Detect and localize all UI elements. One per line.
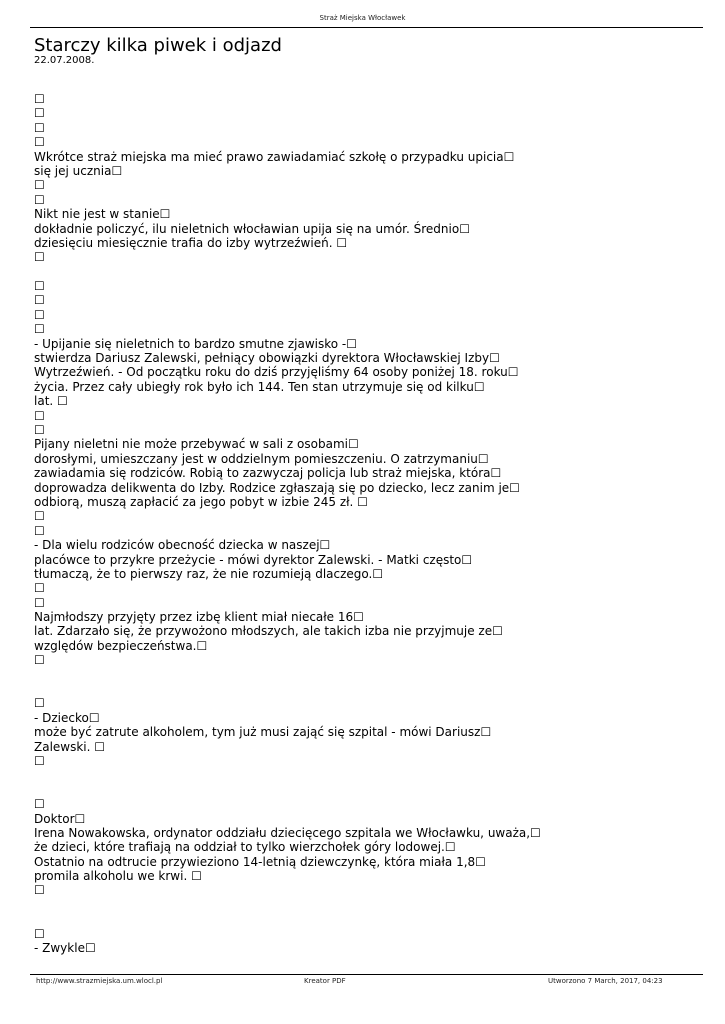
article-line: ☐ xyxy=(34,883,45,898)
article-line: lat. Zdarzało się, że przywożono młodszych, ale takich izba nie przyjmuje ze☐ xyxy=(34,624,503,639)
footer-created: Utworzono 7 March, 2017, 04:23 xyxy=(548,977,663,985)
article-line: ☐ xyxy=(34,135,45,150)
footer-url: http://www.strazmiejska.um.wlocl.pl xyxy=(36,977,163,985)
article-line xyxy=(34,265,714,279)
article-line: Wkrótce straż miejska ma mieć prawo zawiadamiać szkołę o przypadku upicia☐ xyxy=(34,149,515,164)
article-line: Pijany nieletni nie może przebywać w sali z osobami☐ xyxy=(34,437,359,452)
article-line: ☐ xyxy=(34,322,45,337)
article-line: lat. ☐ xyxy=(34,394,68,409)
article-line xyxy=(34,768,714,782)
article-line: ☐ xyxy=(34,926,45,941)
article-line: - Dla wielu rodziców obecność dziecka w naszej☐ xyxy=(34,538,331,553)
article-line: ☐ xyxy=(34,523,45,538)
article-line: - Zwykle☐ xyxy=(34,941,96,956)
article-line: - Dziecko☐ xyxy=(34,710,100,725)
article-line: dokładnie policzyć, ilu nieletnich włocławian upija się na umór. Średnio☐ xyxy=(34,221,470,236)
header-divider xyxy=(30,27,703,28)
article-body xyxy=(34,92,714,955)
article-line: ☐ xyxy=(34,408,45,423)
article-line: dorosłymi, umieszczany jest w oddzielnym pomieszczeniu. O zatrzymaniu☐ xyxy=(34,451,489,466)
article-line: ☐ xyxy=(34,307,45,322)
article-line: ☐ xyxy=(34,106,45,121)
article-line: Wytrzeźwień. - Od początku roku do dziś przyjęliśmy 64 osoby poniżej 18. roku☐ xyxy=(34,365,519,380)
article-line: ☐ xyxy=(34,696,45,711)
article-line: Nikt nie jest w stanie☐ xyxy=(34,207,171,222)
article-line: że dzieci, które trafiają na oddział to tylko wierzchołek góry lodowej.☐ xyxy=(34,840,456,855)
article-title: Starczy kilka piwek i odjazd xyxy=(34,35,282,56)
article-line: Najmłodszy przyjęty przez izbę klient miał niecałe 16☐ xyxy=(34,610,364,625)
article-line: Ostatnio na odtrucie przywieziono 14-letnią dziewczynkę, która miała 1,8☐ xyxy=(34,854,486,869)
article-line: życia. Przez cały ubiegły rok było ich 144. Ten stan utrzymuje się od kilku☐ xyxy=(34,379,485,394)
article-line xyxy=(34,912,714,926)
article-line: się jej ucznia☐ xyxy=(34,163,123,178)
article-line: ☐ xyxy=(34,753,45,768)
article-line: ☐ xyxy=(34,595,45,610)
article-line: może być zatrute alkoholem, tym już musi zająć się szpital - mówi Dariusz☐ xyxy=(34,725,492,740)
article-line: odbiorą, muszą zapłacić za jego pobyt w izbie 245 zł. ☐ xyxy=(34,494,368,509)
article-line: ☐ xyxy=(34,797,45,812)
article-line: ☐ xyxy=(34,279,45,294)
article-line: ☐ xyxy=(34,653,45,668)
article-date: 22.07.2008. xyxy=(34,55,95,66)
article-line: dziesięciu miesięcznie trafia do izby wytrzeźwień. ☐ xyxy=(34,235,348,250)
article-line: Zalewski. ☐ xyxy=(34,739,106,754)
article-line: ☐ xyxy=(34,120,45,135)
article-line: ☐ xyxy=(34,92,45,106)
article-line: stwierdza Dariusz Zalewski, pełniący obowiązki dyrektora Włocławskiej Izby☐ xyxy=(34,351,500,366)
article-line: placówce to przykre przeżycie - mówi dyrektor Zalewski. - Matki często☐ xyxy=(34,552,473,567)
article-line xyxy=(34,682,714,696)
article-line: ☐ xyxy=(34,192,45,207)
article-line xyxy=(34,898,714,912)
article-line: - Upijanie się nieletnich to bardzo smutne zjawisko -☐ xyxy=(34,336,358,351)
article-line: doprowadza delikwenta do Izby. Rodzice zgłaszają się po dziecko, lecz zanim je☐ xyxy=(34,480,520,495)
article-line: ☐ xyxy=(34,293,45,308)
article-line: ☐ xyxy=(34,422,45,437)
article-line: tłumaczą, że to pierwszy raz, że nie rozumieją dlaczego.☐ xyxy=(34,566,384,581)
article-line: ☐ xyxy=(34,250,45,265)
article-line: ☐ xyxy=(34,178,45,193)
article-line: ☐ xyxy=(34,581,45,596)
footer-generator: Kreator PDF xyxy=(304,977,346,985)
article-line: promila alkoholu we krwi. ☐ xyxy=(34,869,202,884)
article-line: względów bezpieczeństwa.☐ xyxy=(34,638,208,653)
article-line xyxy=(34,783,714,797)
article-line: ☐ xyxy=(34,509,45,524)
page-header: Straż Miejska Włocławek xyxy=(319,14,406,22)
article-line: zawiadamia się rodziców. Robią to zazwyczaj policja lub straż miejska, która☐ xyxy=(34,466,502,481)
article-line xyxy=(34,668,714,682)
article-line: Doktor☐ xyxy=(34,811,86,826)
footer-divider xyxy=(30,974,703,975)
article-line: Irena Nowakowska, ordynator oddziału dziecięcego szpitala we Włocławku, uważa,☐ xyxy=(34,825,541,840)
